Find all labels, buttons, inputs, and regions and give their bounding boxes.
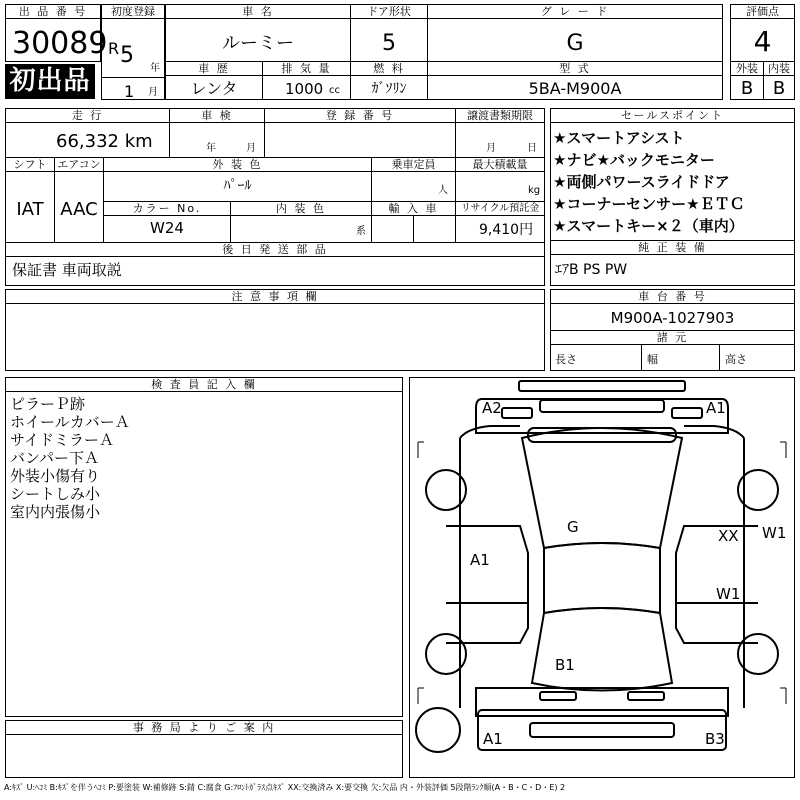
- displacement-unit: cc: [329, 85, 340, 96]
- damage-mark-b1: B1: [555, 656, 575, 674]
- interior-color-unit: 系: [356, 226, 366, 237]
- front-left-light: [502, 408, 532, 418]
- score: 4: [753, 25, 772, 58]
- damage-mark-b3: B3: [705, 730, 725, 748]
- left-body-outline: [460, 426, 520, 708]
- sales-point-item: ★スマートアシスト: [553, 129, 685, 147]
- displacement-label: 排 気 量: [263, 62, 350, 76]
- displacement: 1000: [285, 80, 324, 98]
- damage-mark-a1: A1: [483, 730, 503, 748]
- lot-number-box: [5, 4, 108, 62]
- rear-hatch: [476, 688, 728, 716]
- damage-mark-g: G: [567, 518, 579, 536]
- car-name-label: 車 名: [166, 5, 350, 19]
- color-number-label: カラー No.: [104, 202, 230, 216]
- max-load-unit: kg: [528, 185, 541, 196]
- inspector-line: 外装小傷有り: [10, 467, 101, 485]
- aircon: AAC: [60, 199, 98, 220]
- spare-wheel: [416, 708, 460, 752]
- grade-label: グ レ ー ド: [428, 5, 722, 19]
- notes-label: 注 意 事 項 欄: [6, 290, 544, 304]
- interior-label: 内装: [764, 62, 794, 76]
- car-diagram: [410, 378, 794, 777]
- rear-light-left: [540, 692, 576, 700]
- rear-glass: [532, 608, 672, 691]
- inspector-label: 検 査 員 記 入 欄: [6, 378, 402, 392]
- exterior-grade: B: [740, 78, 754, 99]
- first-registration-box: [101, 4, 165, 100]
- lot-number: 30089: [12, 26, 108, 61]
- door-type: 5: [382, 31, 396, 56]
- inspector-line: バンパー下Ａ: [10, 449, 99, 467]
- office-box: [5, 720, 403, 778]
- windshield: [522, 428, 682, 548]
- equipment: ｴｱB PS PW: [555, 262, 628, 278]
- corner-bracket: [780, 442, 786, 458]
- length-label: 長さ: [555, 353, 577, 366]
- model-box: [427, 61, 723, 100]
- office-label: 事 務 局 よ り ご 案 内: [6, 721, 402, 735]
- sales-point-item: ★ナビ★バックモニター: [553, 151, 715, 169]
- model-label: 型 式: [428, 62, 722, 76]
- first-registration-year: 5: [120, 43, 134, 68]
- import-label: 輸 入 車: [372, 202, 455, 216]
- damage-mark-a1: A1: [470, 551, 490, 569]
- exterior-color: ﾊﾟｰﾙ: [223, 178, 252, 194]
- transfer-deadline-label: 譲渡書類期限: [456, 109, 544, 123]
- wiper-area: [528, 428, 676, 442]
- recycle-label: リサイクル預託金: [456, 202, 544, 216]
- roof: [544, 543, 660, 613]
- car-name-box: [165, 4, 351, 62]
- inspector-line: ピラーＰ跡: [10, 395, 86, 413]
- legend: A:ｷｽﾞ U:ﾍｺﾐ B:ｷｽﾞを伴うﾍｺﾐ P:要塗装 W:補修跡 S:錆 C:腐食 G:ﾌﾛﾝﾄｶﾞﾗｽ点ｷｽﾞ XX:交換済み X:要交換 欠:欠品 内・外装評価 5段階ﾗﾝｸ順(A・B・C・D・E) 2: [4, 783, 566, 792]
- car-diagram-box: [409, 377, 795, 778]
- inspector-line: ホイールカバーＡ: [10, 413, 130, 431]
- inspector-line: シートしみ小: [10, 485, 101, 503]
- inspector-line: サイドミラーＡ: [10, 431, 114, 449]
- sales-points-box: [550, 108, 795, 241]
- transfer-month-unit: 月: [486, 143, 496, 154]
- interior-color-label: 内 装 色: [231, 202, 371, 216]
- equipment-box: [550, 240, 795, 286]
- first-listing-badge: 初出品: [5, 64, 95, 99]
- chassis-number: M900A-1027903: [610, 309, 735, 327]
- corner-bracket: [418, 688, 424, 704]
- registration-number-label: 登 録 番 号: [265, 109, 455, 123]
- history-label: 車 歴: [166, 62, 262, 76]
- aircon-label: エアコン: [55, 158, 103, 172]
- equipment-label: 純 正 装 備: [551, 241, 794, 255]
- mileage: 66,332 km: [56, 131, 153, 152]
- sales-point-item: ★コーナーセンサー★ＥＴＣ: [553, 195, 745, 213]
- divider: [102, 77, 164, 78]
- corner-bracket: [418, 442, 424, 458]
- capacity-label: 乗車定員: [372, 158, 455, 172]
- sales-point-item: ★スマートキー×２（車内）: [553, 217, 744, 235]
- exterior-box: [730, 61, 764, 100]
- capacity-unit: 人: [438, 185, 448, 196]
- front-grille: [540, 400, 664, 412]
- inspection-label: 車 検: [170, 109, 264, 123]
- interior-box: [763, 61, 795, 100]
- damage-mark-a1: A1: [706, 399, 726, 417]
- exterior-label: 外装: [731, 62, 763, 76]
- first-registration-label: 初度登録: [102, 5, 164, 19]
- grade-box: [427, 4, 723, 62]
- recycle-deposit: 9,410円: [479, 222, 534, 238]
- car-name: ルーミー: [222, 33, 294, 54]
- front-bumper-top: [519, 381, 685, 391]
- month-unit: 月: [148, 87, 158, 98]
- inspector-line: 室内内張傷小: [10, 503, 101, 521]
- chassis-box: [550, 289, 795, 371]
- history: レンタ: [190, 79, 238, 98]
- sales-point-item: ★両側パワースライドドア: [553, 173, 730, 191]
- fuel: ｶﾞｿﾘﾝ: [371, 81, 407, 97]
- score-box: [730, 4, 795, 62]
- damage-mark-xx: XX: [718, 527, 739, 545]
- inspection-month-unit: 月: [246, 143, 256, 154]
- later-parts-label: 後 日 発 送 部 品: [6, 243, 544, 257]
- displacement-box: [262, 61, 351, 100]
- rear-plate: [530, 723, 674, 737]
- score-label: 評価点: [731, 5, 794, 19]
- details-block: [5, 108, 545, 286]
- shift: IAT: [16, 199, 44, 220]
- divider: [719, 345, 720, 370]
- divider: [413, 216, 414, 242]
- right-body-outline: [684, 426, 744, 708]
- era: R: [108, 39, 120, 58]
- interior-grade: B: [772, 78, 786, 99]
- fuel-box: [350, 61, 428, 100]
- exterior-color-label: 外 装 色: [104, 158, 371, 172]
- height-label: 高さ: [725, 353, 747, 366]
- mileage-label: 走 行: [6, 109, 169, 123]
- max-load-label: 最大積載量: [456, 158, 544, 172]
- history-box: [165, 61, 263, 100]
- divider: [641, 345, 642, 370]
- fuel-label: 燃 料: [351, 62, 427, 76]
- model: 5BA-M900A: [528, 79, 622, 98]
- damage-mark-a2: A2: [482, 399, 502, 417]
- front-right-light: [672, 408, 702, 418]
- inspection-year-unit: 年: [206, 143, 216, 154]
- sales-points-label: セールスポイント: [551, 109, 794, 123]
- door-label: ドア形状: [351, 5, 427, 19]
- inspector-box: [5, 377, 403, 717]
- year-unit: 年: [150, 63, 160, 74]
- later-parts: 保証書 車両取説: [12, 261, 122, 279]
- first-registration-month: 1: [124, 82, 135, 101]
- damage-mark-w1: W1: [716, 585, 741, 603]
- chassis-number-label: 車 台 番 号: [551, 290, 794, 304]
- transfer-day-unit: 日: [527, 143, 537, 154]
- rear-light-right: [628, 692, 664, 700]
- notes-box: [5, 289, 545, 371]
- specs-label: 諸 元: [551, 331, 794, 345]
- damage-mark-w1: W1: [762, 524, 787, 542]
- lot-number-label: 出 品 番 号: [6, 5, 100, 19]
- color-number: W24: [150, 219, 184, 237]
- shift-label: シフト: [6, 158, 54, 172]
- corner-bracket: [780, 688, 786, 704]
- grade: G: [566, 31, 584, 56]
- door-box: [350, 4, 428, 62]
- width-label: 幅: [647, 353, 658, 366]
